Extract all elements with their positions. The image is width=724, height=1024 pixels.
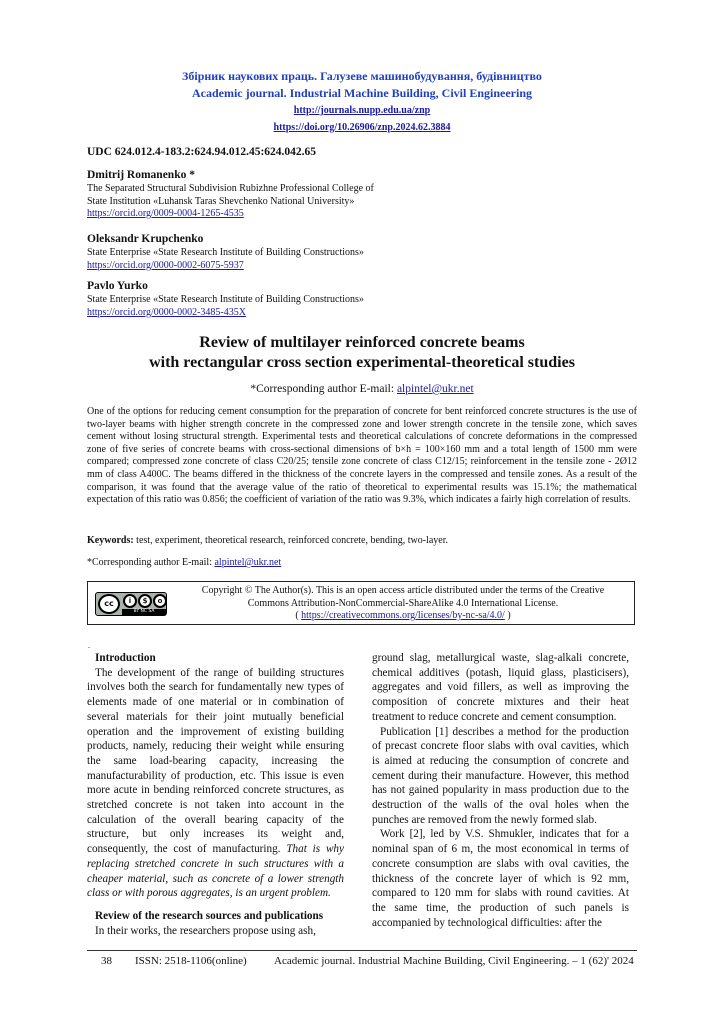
udc-code: UDC 624.012.4-183.2:624.94.012.45:624.042.65: [87, 146, 317, 158]
author-affiliation: The Separated Structural Subdivision Rubizhne Professional College of: [87, 183, 374, 194]
right-paragraph-continued: ground slag, metallurgical waste, slag-alkali concrete, chemical additives (potash, liquid glass, plasticisers), aggregates and void fillers, as well as improving the composition of concrete mixtures and their heat treatment to reduce concrete and cement consumption.: [372, 652, 629, 723]
right-paragraph-publication-1: Publication [1] describes a method for the production of precast concrete floor slabs with oval cavities, which is aimed at reducing the consumption of concrete and cement during their manufacture. However, this method has not gained popularity in mass production due to the destruction of the walls of the oval holes when the punches are removed from the newly formed slab.: [372, 725, 629, 826]
license-box: [87, 581, 635, 625]
author-name: Oleksandr Krupchenko: [87, 233, 204, 245]
footer-divider: [87, 950, 637, 951]
corresponding-email-link[interactable]: alpintel@ukr.net: [396, 383, 474, 395]
cc-by-nc-sa-badge-icon[interactable]: [95, 592, 167, 616]
author-block-2: [87, 232, 647, 272]
intro-paragraph-text: The development of the range of building structures involves both the search for fundamentally new types of elements made of one material or in combination of several materials for their joint mutually beneficial operation and the improvement of existing building products, namely, reducing their weight while ensuring the same load-bearing capacity, increasing the manufacturability of production, etc. This issue is even more acute in bending reinforced concrete structures, as stretched concrete is not taken into account in the calculation of the overall bearing capacity of the structure, but only increases its weight and, consequently, the cost of manufacturing.: [87, 666, 344, 856]
corresponding-label: *Corresponding author E-mail:: [87, 557, 215, 568]
intro-paragraph-italic: That is why replacing stretched concrete in such structures with a cheaper material, such as concrete of a lower strength class or with porous aggregates, is an urgent problem.: [87, 843, 344, 900]
journal-name-en: Academic journal. Industrial Machine Building, Civil Engineering: [191, 86, 533, 100]
cc-badge-caption: BY NC SA: [122, 609, 166, 615]
by-icon: i: [123, 594, 137, 608]
author-affiliation: State Enterprise «State Research Institute of Building Constructions»: [87, 247, 364, 258]
keywords-text: test, experiment, theoretical research, reinforced concrete, bending, two-layer.: [133, 535, 448, 546]
orcid-link[interactable]: https://orcid.org/0009-0004-1265-4535: [87, 208, 244, 219]
sa-icon: o: [153, 594, 167, 608]
paper-title: [87, 333, 637, 373]
nc-icon: $: [138, 594, 152, 608]
orcid-link[interactable]: https://orcid.org/0000-0002-3485-435X: [87, 306, 246, 318]
corresponding-author-bottom: [87, 557, 281, 568]
intro-paragraph: [87, 666, 344, 901]
keywords: [87, 535, 637, 546]
right-paragraph-work-2: Work [2], led by V.S. Shmukler, indicates that for a nominal span of 6 m, the most economical in terms of concrete consumption are slabs with oval cavities, the thickness of the concrete layer of which is 92 mm, compared to 120 mm for slabs with round cavities. At the same time, the production of such panels is accompanied by technological difficulties: after the: [372, 828, 629, 929]
doi-link[interactable]: https://doi.org/10.26906/znp.2024.62.3884: [273, 122, 451, 133]
journal-header: [87, 68, 637, 136]
paper-title-line-2: with rectangular cross section experimental-theoretical studies: [149, 354, 575, 371]
license-link-line: [178, 610, 628, 623]
keywords-label: Keywords:: [87, 535, 134, 546]
cc-icon: cc: [98, 594, 120, 614]
journal-url-link[interactable]: http://journals.nupp.edu.ua/znp: [293, 105, 431, 116]
license-link[interactable]: https://creativecommons.org/licenses/by-nc-sa/4.0/: [301, 610, 505, 621]
author-block-3: [87, 279, 647, 319]
author-block-1: [87, 168, 647, 221]
section-heading-introduction: Introduction: [95, 652, 156, 664]
orcid-link[interactable]: https://orcid.org/0000-0002-6075-5937: [87, 259, 244, 271]
body-column-right: [372, 651, 629, 930]
paper-title-line-1: Review of multilayer reinforced concrete beams: [199, 334, 525, 351]
abstract: One of the options for reducing cement consumption for the preparation of concrete for bent reinforced concrete structures is the use of two-layer beams with higher strength concrete in the compressed zone and lower strength concrete in the tensile zone, which saves cement without losing structural strength. Experimental tests and theoretical calculations of concrete deformations in the compressed zone of five series of concrete beams with cross-sectional dimensions of b×h = 100×160 mm and a total length of 1500 mm were compared; compressed zone concrete of class C20/25; tensile zone concrete of class C12/15; reinforcement in the tensile zone - 2Ø12 mm of class A400C. The beams differed in the thickness of the concrete layers in the compressed and tensile zones. As a result of the comparison, it was found that the average value of the ratio of theoretical to experimental results was 15.1%; the mathematical expectation of this ratio was 0.856; the coefficient of variation of the ratio was 9.3%, which indicates a fairly high correlation of results.: [87, 406, 637, 506]
license-line-2: Commons Attribution-NonCommercial-ShareAlike 4.0 International License.: [247, 597, 559, 609]
license-link-prefix: (: [295, 610, 302, 621]
author-affiliation: State Enterprise «State Research Institute of Building Constructions»: [87, 294, 364, 305]
author-name: Pavlo Yurko: [87, 280, 148, 292]
corresponding-label: *Corresponding author E-mail:: [250, 383, 397, 395]
footer-issn: ISSN: 2518-1106(online): [135, 955, 247, 967]
body-column-left: [87, 651, 344, 938]
corresponding-author-top: [87, 383, 637, 395]
journal-name-ua: Збірник наукових праць. Галузеве машинобудування, будівництво: [182, 69, 542, 83]
section-heading-review: Review of the research sources and publications: [95, 909, 324, 922]
corresponding-email-link[interactable]: alpintel@ukr.net: [214, 557, 282, 568]
separator-mark: .: [88, 641, 90, 650]
page-number: 38: [101, 955, 112, 967]
review-paragraph: In their works, the researchers propose using ash,: [95, 924, 316, 937]
footer-journal: Academic journal. Industrial Machine Building, Civil Engineering. – 1 (62)' 2024: [274, 955, 634, 967]
author-affiliation: State Institution «Luhansk Taras Shevchenko National University»: [87, 195, 355, 207]
license-line-1: Copyright © The Author(s). This is an open access article distributed under the terms of the Creative: [201, 585, 605, 596]
license-text: [178, 585, 628, 623]
author-name: Dmitrij Romanenko *: [87, 169, 195, 181]
license-link-suffix: ): [504, 610, 511, 621]
